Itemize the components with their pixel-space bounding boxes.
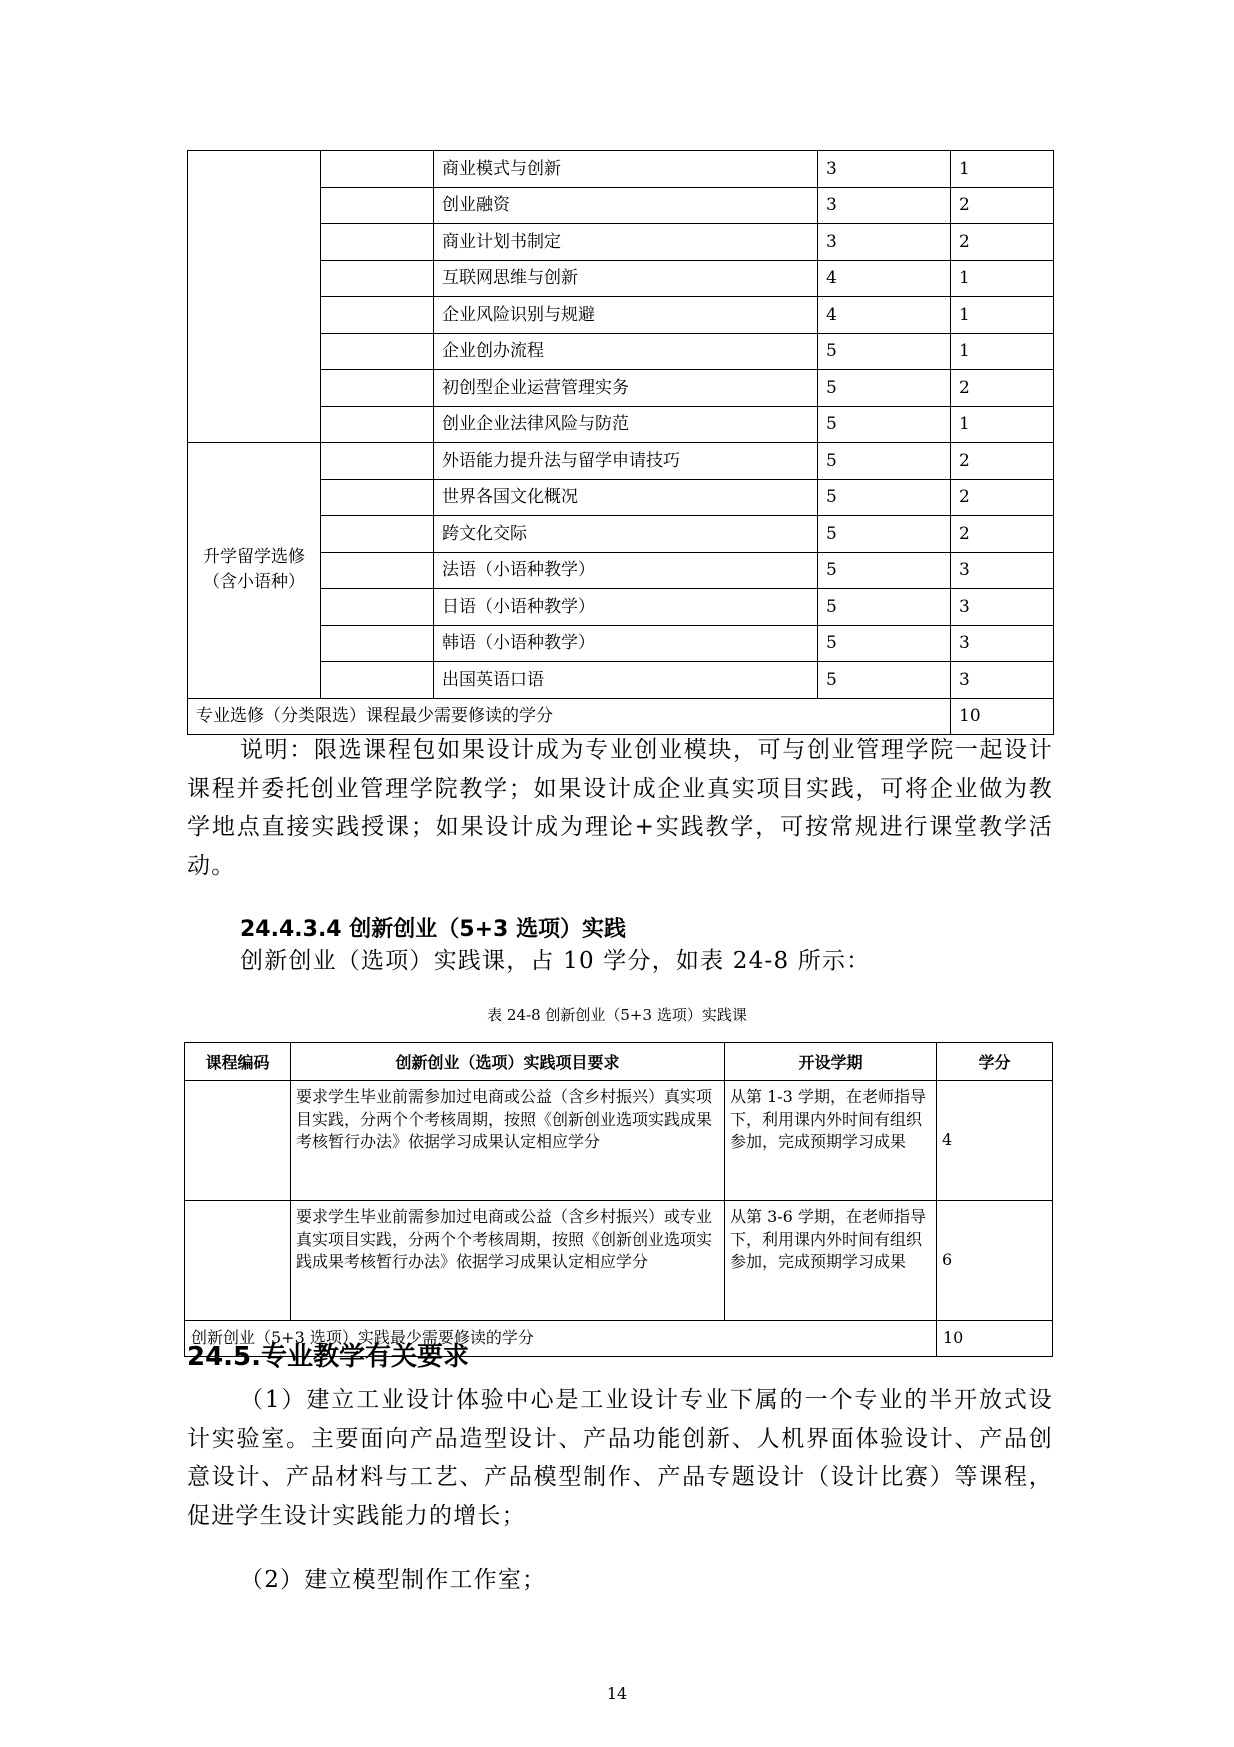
term-cell: 3 bbox=[818, 187, 951, 224]
term-cell: 4 bbox=[818, 260, 951, 297]
course-code-cell bbox=[185, 1201, 291, 1321]
credit-cell: 6 bbox=[937, 1201, 1053, 1321]
term-cell: 从第 3-6 学期，在老师指导下，利用课内外时间有组织参加，完成预期学习成果 bbox=[725, 1201, 937, 1321]
term-cell: 4 bbox=[818, 297, 951, 334]
credit-cell: 2 bbox=[951, 479, 1054, 516]
term-cell: 3 bbox=[818, 224, 951, 261]
course-name-cell: 企业创办流程 bbox=[434, 333, 818, 370]
course-name-cell: 互联网思维与创新 bbox=[434, 260, 818, 297]
elective-courses-body bbox=[188, 151, 1054, 735]
subcategory-cell bbox=[321, 370, 434, 407]
term-cell: 5 bbox=[818, 516, 951, 553]
section-heading-24-5: 24.5.专业教学有关要求 bbox=[187, 1342, 470, 1372]
credit-cell: 1 bbox=[951, 151, 1054, 188]
course-name-cell: 外语能力提升法与留学申请技巧 bbox=[434, 443, 818, 480]
term-cell: 5 bbox=[818, 479, 951, 516]
header-credit: 学分 bbox=[937, 1043, 1053, 1081]
requirement-cell: 要求学生毕业前需参加过电商或公益（含乡村振兴）真实项目实践，分两个个考核周期，按照《创新创业选项实践成果考核暂行办法》依据学习成果认定相应学分 bbox=[291, 1081, 725, 1201]
credit-cell: 2 bbox=[951, 224, 1054, 261]
term-cell: 5 bbox=[818, 370, 951, 407]
subcategory-cell bbox=[321, 662, 434, 699]
credit-cell: 2 bbox=[951, 370, 1054, 407]
total-value: 10 bbox=[951, 698, 1054, 735]
term-cell: 从第 1-3 学期，在老师指导下，利用课内外时间有组织参加，完成预期学习成果 bbox=[725, 1081, 937, 1201]
credit-cell: 2 bbox=[951, 187, 1054, 224]
credit-cell: 3 bbox=[951, 625, 1054, 662]
course-name-cell: 跨文化交际 bbox=[434, 516, 818, 553]
course-name-cell: 初创型企业运营管理实务 bbox=[434, 370, 818, 407]
course-code-cell bbox=[185, 1081, 291, 1201]
credit-cell: 1 bbox=[951, 333, 1054, 370]
subcategory-cell bbox=[321, 552, 434, 589]
total-value: 10 bbox=[937, 1321, 1053, 1357]
total-label: 专业选修（分类限选）课程最少需要修读的学分 bbox=[188, 698, 951, 735]
term-cell: 5 bbox=[818, 406, 951, 443]
credit-cell: 4 bbox=[937, 1081, 1053, 1201]
category-cell: 升学留学选修（含小语种） bbox=[188, 443, 321, 699]
course-name-cell: 企业风险识别与规避 bbox=[434, 297, 818, 334]
course-name-cell: 创业企业法律风险与防范 bbox=[434, 406, 818, 443]
credit-cell: 1 bbox=[951, 260, 1054, 297]
header-term: 开设学期 bbox=[725, 1043, 937, 1081]
table-row bbox=[185, 1081, 1053, 1201]
elective-courses-table bbox=[187, 150, 1054, 735]
table-caption: 表 24-8 创新创业（5+3 选项）实践课 bbox=[487, 1006, 747, 1024]
term-cell: 5 bbox=[818, 333, 951, 370]
table-header-row bbox=[185, 1043, 1053, 1081]
credit-cell: 2 bbox=[951, 516, 1054, 553]
term-cell: 5 bbox=[818, 625, 951, 662]
subcategory-cell bbox=[321, 443, 434, 480]
requirement-cell: 要求学生毕业前需参加过电商或公益（含乡村振兴）或专业真实项目实践，分两个个考核周期，按照《创新创业选项实践成果考核暂行办法》依据学习成果认定相应学分 bbox=[291, 1201, 725, 1321]
table-row bbox=[188, 443, 1054, 480]
total-row bbox=[188, 698, 1054, 735]
subcategory-cell bbox=[321, 260, 434, 297]
term-cell: 5 bbox=[818, 443, 951, 480]
table-row bbox=[188, 151, 1054, 188]
innovation-practice-table bbox=[184, 1042, 1053, 1357]
course-name-cell: 法语（小语种教学） bbox=[434, 552, 818, 589]
subcategory-cell bbox=[321, 297, 434, 334]
term-cell: 5 bbox=[818, 662, 951, 699]
note-paragraph: 说明：限选课程包如果设计成为专业创业模块，可与创业管理学院一起设计课程并委托创业管理学院教学；如果设计成企业真实项目实践，可将企业做为教学地点直接实践授课；如果设计成为理论+实践教学，可按常规进行课堂教学活动。 bbox=[187, 737, 1053, 879]
section-heading-24-4-3-4: 24.4.3.4 创新创业（5+3 选项）实践 bbox=[240, 917, 626, 942]
requirement-paragraph-1: （1）建立工业设计体验中心是工业设计专业下属的一个专业的半开放式设计实验室。主要面向产品造型设计、产品功能创新、人机界面体验设计、产品创意设计、产品材料与工艺、产品模型制作、产品专题设计（设计比赛）等课程，促进学生设计实践能力的增长； bbox=[187, 1387, 1053, 1529]
subcategory-cell bbox=[321, 479, 434, 516]
course-name-cell: 日语（小语种教学） bbox=[434, 589, 818, 626]
table-row bbox=[185, 1201, 1053, 1321]
term-cell: 5 bbox=[818, 552, 951, 589]
course-name-cell: 商业模式与创新 bbox=[434, 151, 818, 188]
credit-cell: 1 bbox=[951, 297, 1054, 334]
term-cell: 3 bbox=[818, 151, 951, 188]
credit-cell: 2 bbox=[951, 443, 1054, 480]
intro-paragraph: 创新创业（选项）实践课，占 10 学分，如表 24-8 所示： bbox=[240, 948, 871, 974]
course-name-cell: 商业计划书制定 bbox=[434, 224, 818, 261]
header-course-code: 课程编码 bbox=[185, 1043, 291, 1081]
credit-cell: 3 bbox=[951, 662, 1054, 699]
subcategory-cell bbox=[321, 589, 434, 626]
credit-cell: 3 bbox=[951, 552, 1054, 589]
subcategory-cell bbox=[321, 224, 434, 261]
course-name-cell: 创业融资 bbox=[434, 187, 818, 224]
page-number: 14 bbox=[606, 1684, 628, 1703]
subcategory-cell bbox=[321, 625, 434, 662]
course-name-cell: 出国英语口语 bbox=[434, 662, 818, 699]
requirement-paragraph-2: （2）建立模型制作工作室； bbox=[240, 1567, 547, 1593]
total-label: 创新创业（5+3 选项）实践最少需要修读的学分 bbox=[185, 1321, 937, 1357]
credit-cell: 3 bbox=[951, 589, 1054, 626]
subcategory-cell bbox=[321, 333, 434, 370]
category-cell bbox=[188, 151, 321, 443]
subcategory-cell bbox=[321, 406, 434, 443]
term-cell: 5 bbox=[818, 589, 951, 626]
credit-cell: 1 bbox=[951, 406, 1054, 443]
course-name-cell: 韩语（小语种教学） bbox=[434, 625, 818, 662]
subcategory-cell bbox=[321, 516, 434, 553]
subcategory-cell bbox=[321, 187, 434, 224]
subcategory-cell bbox=[321, 151, 434, 188]
header-requirement: 创新创业（选项）实践项目要求 bbox=[291, 1043, 725, 1081]
course-name-cell: 世界各国文化概况 bbox=[434, 479, 818, 516]
